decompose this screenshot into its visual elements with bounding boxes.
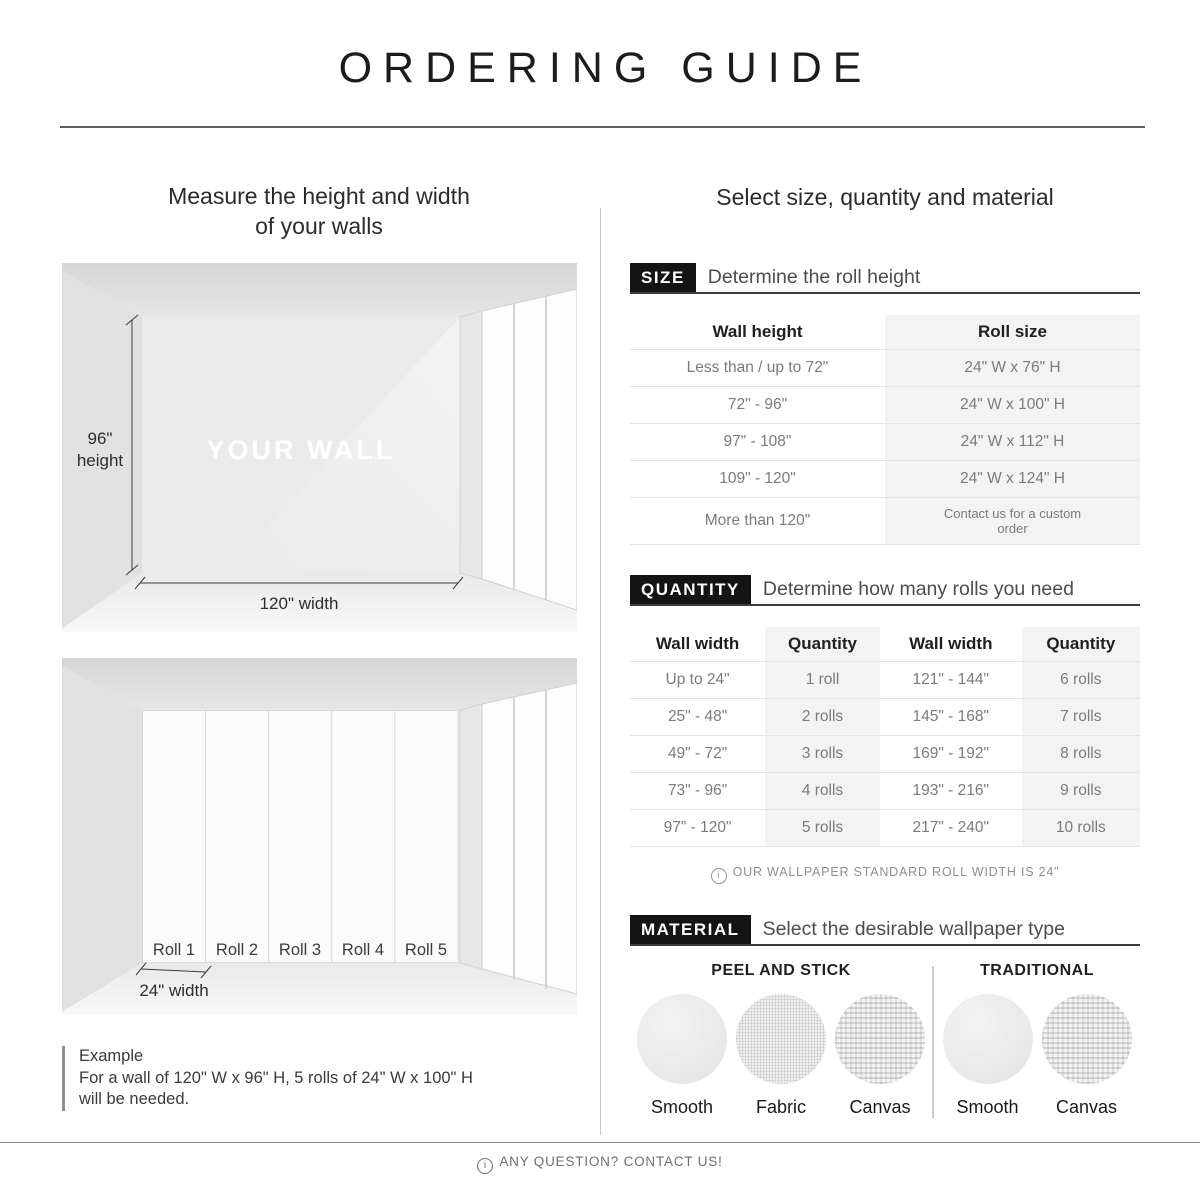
quantity-table-row (630, 773, 1140, 810)
roll-size-cell: 24" W x 124" H (885, 461, 1140, 497)
size-table-row (630, 461, 1140, 498)
roll-label-4: Roll 4 (341, 941, 385, 959)
roll-size-cell: 24" W x 112" H (885, 424, 1140, 460)
roll-width-label: 24" width (139, 981, 209, 1000)
wall-width-cell: Up to 24" (665, 671, 730, 688)
size-table-row (630, 498, 1140, 545)
wall-width-cell: 169" - 192" (912, 745, 990, 762)
quantity-cell: 5 rolls (765, 810, 880, 846)
swatch-fabric (735, 994, 827, 1118)
size-table-row (630, 387, 1140, 424)
traditional-title: TRADITIONAL (980, 962, 1094, 979)
wall-width-cell: 97" - 120" (663, 819, 732, 836)
right-column-heading: Select size, quantity and material (716, 184, 1054, 210)
wall-width-cell: 217" - 240" (912, 819, 990, 836)
room2-svg (62, 658, 577, 1015)
material-section-label: Select the desirable wallpaper type (762, 918, 1065, 940)
room1-window-pillar (460, 311, 482, 579)
roll-label-1: Roll 1 (152, 941, 196, 959)
size-table (630, 315, 1140, 545)
room2-window-pillar (460, 704, 482, 969)
example-line1: For a wall of 120" W x 96" H, 5 rolls of 24" W x 100" H (79, 1068, 473, 1087)
info-icon: i (477, 1158, 493, 1174)
quantity-section-header (630, 575, 1140, 606)
wall-height-cell: Less than / up to 72" (686, 359, 829, 376)
swatch-smooth (942, 994, 1034, 1118)
canvas-texture-icon (1042, 994, 1132, 1084)
quantity-table-row (630, 736, 1140, 773)
material-section-header (630, 915, 1140, 946)
wall-width-header: Wall width (909, 634, 993, 653)
example-title: Example (79, 1047, 144, 1065)
swatch-label: Fabric (755, 1097, 806, 1117)
wall-height-cell: More than 120" (704, 512, 811, 529)
peel-and-stick-swatches (630, 994, 932, 1118)
room-rolls-illustration (62, 658, 577, 1020)
quantity-table-header-row (630, 627, 1140, 662)
size-table-row (630, 350, 1140, 387)
wall-height-cell: 97" - 108" (723, 433, 792, 450)
left-heading-line1: Measure the height and width (168, 183, 470, 209)
room-measure-illustration (62, 263, 577, 637)
roll-width-note (630, 865, 1140, 884)
quantity-table-row (630, 662, 1140, 699)
roll-width-note-text: OUR WALLPAPER STANDARD ROLL WIDTH IS 24" (732, 865, 1060, 879)
wall-width-header: Wall width (655, 634, 740, 653)
room1-left-wall (62, 271, 142, 629)
material-groups (630, 962, 1140, 1118)
roll-size-cell: 24" W x 76" H (885, 350, 1140, 386)
footer-note-text: ANY QUESTION? CONTACT US! (499, 1154, 723, 1169)
wall-width-cell: 73" - 96" (667, 782, 728, 799)
quantity-header: Quantity (765, 627, 880, 661)
size-section-header (630, 263, 1140, 294)
height-value-label: 96" (87, 429, 113, 448)
wall-width-cell: 145" - 168" (912, 708, 990, 725)
smooth-texture-icon (637, 994, 727, 1084)
left-heading-line2: of your walls (255, 213, 383, 239)
room1-svg (62, 263, 577, 632)
swatch-label: Canvas (1055, 1097, 1118, 1117)
footer-note (0, 1154, 1200, 1174)
roll-size-cell: 24" W x 100" H (885, 387, 1140, 423)
size-section (630, 263, 1140, 545)
swatch-label: Canvas (849, 1097, 911, 1117)
roll-label-5: Roll 5 (404, 941, 448, 959)
wall-width-cell: 121" - 144" (912, 671, 990, 688)
quantity-section (630, 575, 1140, 884)
info-icon: i (711, 868, 727, 884)
peel-and-stick-title: PEEL AND STICK (711, 962, 851, 979)
traditional-group (934, 962, 1140, 1118)
column-divider (600, 208, 601, 1135)
canvas-texture-icon (835, 994, 925, 1084)
material-badge: MATERIAL (630, 915, 751, 944)
roll-label-2: Roll 2 (215, 941, 259, 959)
example-block (62, 1046, 579, 1111)
wallpaper-roll-panels (143, 711, 459, 963)
material-section (630, 915, 1140, 1118)
size-section-label: Determine the roll height (707, 266, 921, 288)
wall-width-cell: 193" - 216" (912, 782, 990, 799)
swatch-canvas (834, 994, 926, 1118)
traditional-swatches (934, 994, 1140, 1118)
custom-order-text: Contact us for a custom order (943, 506, 1082, 536)
quantity-table-row (630, 699, 1140, 736)
quantity-header: Quantity (1022, 627, 1140, 661)
wall-height-header: Wall height (712, 322, 803, 341)
room2-left-wall (62, 666, 142, 1012)
room1-window (482, 289, 577, 610)
quantity-cell: 6 rolls (1022, 662, 1140, 698)
height-word-label: height (76, 451, 124, 470)
wall-width-cell: 49" - 72" (667, 745, 728, 762)
swatch-smooth (636, 994, 728, 1118)
quantity-table-row (630, 810, 1140, 847)
fabric-texture-icon (736, 994, 826, 1084)
quantity-cell: 4 rolls (765, 773, 880, 809)
footer-divider (0, 1142, 1200, 1143)
size-table-header-row (630, 315, 1140, 350)
smooth-texture-icon (943, 994, 1033, 1084)
swatch-canvas (1041, 994, 1133, 1118)
header-divider (60, 126, 1145, 128)
quantity-table (630, 627, 1140, 847)
quantity-cell: 1 roll (765, 662, 880, 698)
your-wall-label: YOUR WALL (206, 435, 396, 465)
peel-and-stick-group (630, 962, 932, 1118)
roll-label-3: Roll 3 (278, 941, 322, 959)
quantity-badge: QUANTITY (630, 575, 751, 604)
roll-size-cell (885, 498, 1140, 544)
swatch-label: Smooth (650, 1097, 714, 1117)
quantity-cell: 8 rolls (1022, 736, 1140, 772)
roll-size-header: Roll size (885, 315, 1140, 349)
size-table-row (630, 424, 1140, 461)
quantity-cell: 10 rolls (1022, 810, 1140, 846)
left-column-heading (60, 181, 578, 241)
room2-window (482, 683, 577, 994)
size-badge: SIZE (630, 263, 696, 292)
quantity-cell: 7 rolls (1022, 699, 1140, 735)
quantity-cell: 9 rolls (1022, 773, 1140, 809)
wall-width-cell: 25" - 48" (667, 708, 728, 725)
width-value-label: 120" width (259, 594, 339, 613)
quantity-cell: 2 rolls (765, 699, 880, 735)
quantity-cell: 3 rolls (765, 736, 880, 772)
quantity-section-label: Determine how many rolls you need (762, 578, 1074, 600)
page-title: ORDERING GUIDE (338, 44, 873, 92)
swatch-label: Smooth (956, 1097, 1019, 1117)
wall-height-cell: 109" - 120" (719, 470, 796, 487)
wall-height-cell: 72" - 96" (727, 396, 788, 413)
example-line2: will be needed. (79, 1090, 190, 1108)
